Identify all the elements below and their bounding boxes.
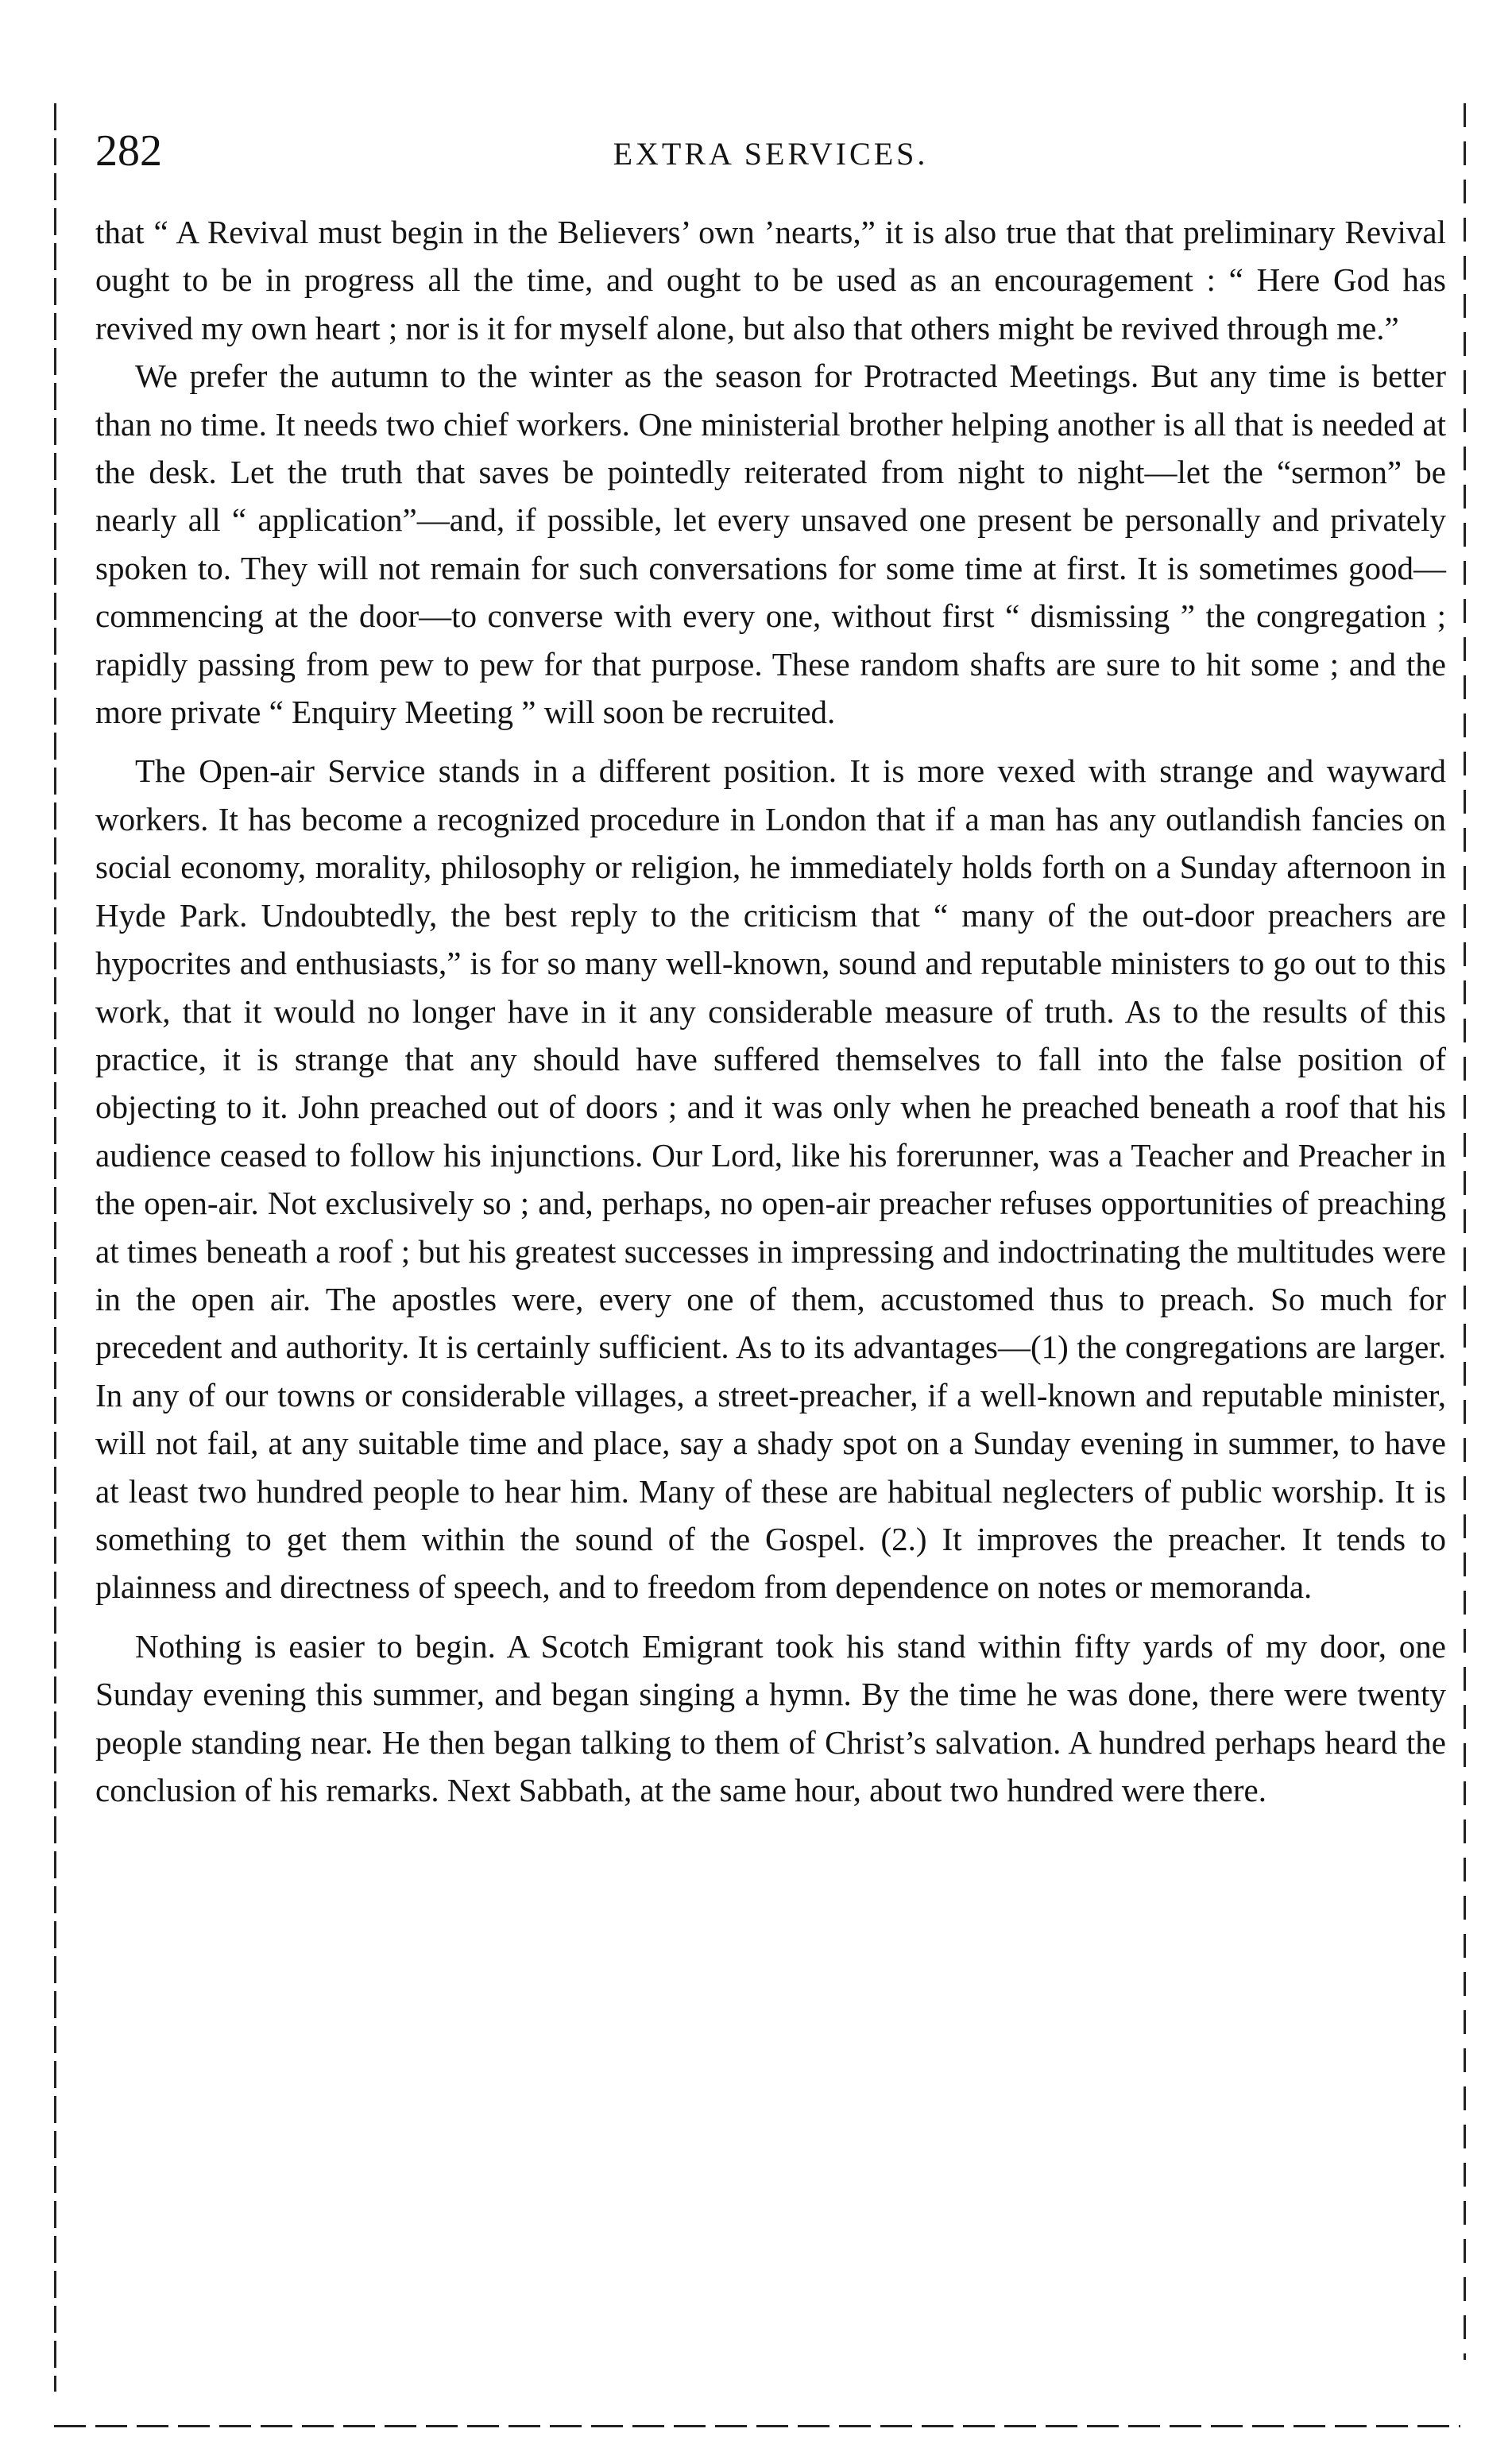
paragraph-protracted-meetings: We prefer the autumn to the winter as the season for Protracted Meetings. But any time is better than no time. It needs two chief workers. One ministerial brother helping another is all that is needed at the desk. Let the truth that saves be pointedly reiterated from night to night—let the “sermon” be nearly all “ application”—and, if possible, let every unsaved one present be personally and privately spoken to. They will not remain for such conversations for some time at first. It is sometimes good—commencing at the door—to converse with every one, without first “ dismissing ” the congregation ; rapidly passing from pew to pew for that purpose. These random shafts are sure to hit some ; and the more private “ Enquiry Meeting ” will soon be recruited. bbox=[95, 358, 1446, 731]
page-border-right bbox=[1464, 103, 1466, 2360]
paragraph-open-air-service: The Open-air Service stands in a different position. It is more vexed with strange and wayward workers. It has become a recognized procedure in London that if a man has any outlandish fancies on social economy, morality, philosophy or religion, he immediately holds forth on a Sunday afternoon in Hyde Park. Undoubtedly, the best reply to the criticism that “ many of the out-door preachers are hypocrites and enthusiasts,” is for so many well-known, sound and reputable ministers to go out to this work, that it would no longer have in it any considerable measure of truth. As to the results of this practice, it is strange that any should have suffered themselves to fall into the false position of objecting to it. John preached out of doors ; and it was only when he preached beneath a roof that his audience ceased to follow his injunctions. Our Lord, like his forerunner, was a Teacher and Preacher in the open-air. Not exclusively so ; and, perhaps, no open-air preacher refuses opportunities of preaching at times beneath a roof ; but his greatest successes in impressing and indoctrinating the multitudes were in the open air. The apostles were, every one of them, accustomed thus to preach. So much for precedent and authority. It is certainly sufficient. As to its advantages—(1) the congregations are larger. In any of our towns or considerable villages, a street-preacher, if a well-known and reputable minister, will not fail, at any suitable time and place, say a shady spot on a Sunday evening in summer, to have at least two hundred people to hear him. Many of these are habitual neglecters of public worship. It is something to get them within the sound of the Gospel. (2.) It improves the preacher. It tends to plainness and directness of speech, and to freedom from dependence on notes or memoranda. bbox=[95, 752, 1446, 1606]
paragraph-revival: that “ A Revival must begin in the Believers’ own ’nearts,” it is also true that that preliminary Revival ought to be in progress all the time, and ought to be used as an encouragement : “ Here God has revived my own heart ; nor is it for myself alone, but also that others might be revived through me.” bbox=[95, 214, 1446, 346]
page-border-bottom bbox=[54, 2425, 1460, 2427]
page-header bbox=[95, 119, 1446, 183]
page-border-left bbox=[54, 103, 56, 2392]
running-head: EXTRA SERVICES. bbox=[613, 136, 929, 172]
body-text bbox=[95, 208, 1446, 1814]
page-number: 282 bbox=[95, 126, 162, 176]
paragraph-scotch-emigrant: Nothing is easier to begin. A Scotch Emigrant took his stand within fifty yards of my door, one Sunday evening this summer, and began singing a hymn. By the time he was done, there were twenty people standing near. He then began talking to them of Christ’s salvation. A hundred perhaps heard the conclusion of his remarks. Next Sabbath, at the same hour, about two hundred were there. bbox=[95, 1627, 1446, 1808]
